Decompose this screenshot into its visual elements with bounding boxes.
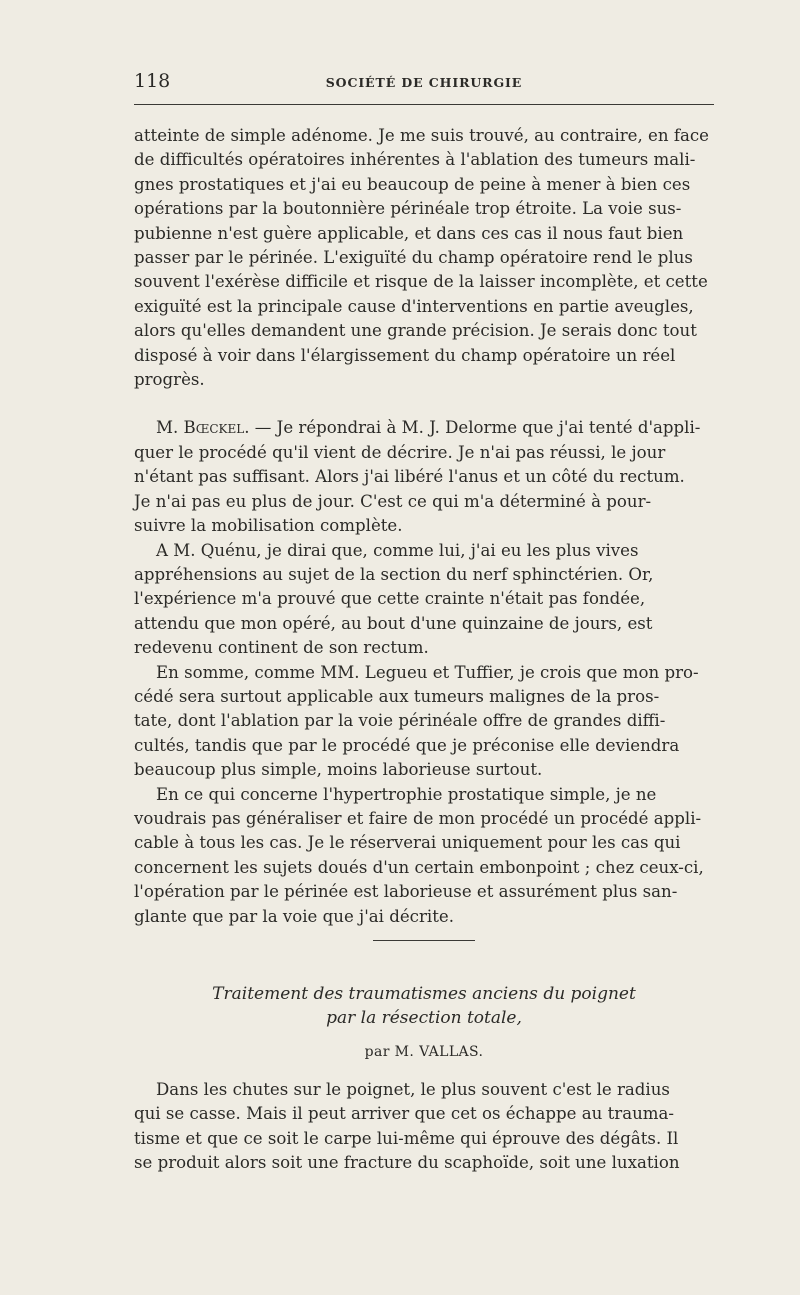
paragraph-legueu-tuffier [134,661,714,783]
section-separator [373,940,475,941]
text-line: redevenu continent de son rectum. [134,638,429,658]
article-paragraph [134,1078,714,1176]
text-line: concernent les sujets doués d'un certain embonpoint ; chez ceux-ci, [134,857,704,877]
text-line: cultés, tandis que par le procédé que je préconise elle deviendra [134,735,680,755]
text-line: Je n'ai pas eu plus de jour. C'est ce qui m'a déterminé à pour- [134,491,652,511]
paragraph-boeckel-reply [134,416,714,538]
speaker-name: M. Bœckel. [156,418,250,438]
text-line: se produit alors soit une fracture du scaphoïde, soit une luxation [134,1153,680,1173]
article-title-line: Traitement des traumatismes anciens du poignet [212,984,636,1004]
article-author: par M. VALLAS. [364,1044,484,1060]
text-line: pubienne n'est guère applicable, et dans ces cas il nous faut bien [134,223,684,243]
article-body [134,1078,714,1176]
text-line: opérations par la boutonnière périnéale trop étroite. La voie sus- [134,199,682,219]
text-line: progrès. [134,370,205,390]
running-title: SOCIÉTÉ DE CHIRURGIE [325,75,523,90]
text-line: n'étant pas suffisant. Alors j'ai libéré l'anus et un côté du rectum. [134,467,685,487]
text-line: Dans les chutes sur le poignet, le plus souvent c'est le radius [156,1080,670,1099]
text-line: tisme et que ce soit le carpe lui-même qui éprouve des dégâts. Il [134,1128,679,1148]
text-line: En ce qui concerne l'hypertrophie prostatique simple, je ne [156,784,657,804]
text-line: beaucoup plus simple, moins laborieuse surtout. [134,760,543,780]
paragraph-gap [134,392,714,416]
text-line: gnes prostatiques et j'ai eu beaucoup de peine à mener à bien ces [134,174,691,194]
text-line: souvent l'exérèse difficile et risque de la laisser incomplète, et cette [134,272,708,292]
text-line: A M. Quénu, je dirai que, comme lui, j'ai eu les plus vives [156,540,639,560]
speaker-text: — Je répondrai à M. J. Delorme que j'ai tenté d'appli- [249,418,701,438]
text-line: atteinte de simple adénome. Je me suis trouvé, au contraire, en face [134,126,709,145]
text-line: qui se casse. Mais il peut arriver que cet os échappe au trauma- [134,1104,675,1124]
header-rule [134,104,714,105]
body-text [134,124,714,929]
paragraph-quenu [134,539,714,661]
text-line: l'expérience m'a prouvé que cette crainte n'était pas fondée, [134,589,646,609]
text-line: quer le procédé qu'il vient de décrire. Je n'ai pas réussi, le jour [134,442,666,462]
text-line: disposé à voir dans l'élargissement du champ opératoire un réel [134,345,676,365]
text-line: En somme, comme MM. Legueu et Tuffier, je crois que mon pro- [156,662,699,682]
text-line: appréhensions au sujet de la section du nerf sphinctérien. Or, [134,564,654,584]
text-line: glante que par la voie que j'ai décrite. [134,906,454,926]
text-line: exiguïté est la principale cause d'interventions en partie aveugles, [134,296,694,316]
page-header [134,70,714,100]
text-line: suivre la mobilisation complète. [134,516,403,536]
article-title-line: par la résection totale, [326,1008,522,1028]
text-line [134,416,714,440]
text-line: tate, dont l'ablation par la voie périnéale offre de grandes diffi- [134,711,666,731]
text-line: cédé sera surtout applicable aux tumeurs malignes de la pros- [134,686,660,706]
paragraph-discussion-1 [134,124,714,392]
text-line: alors qu'elles demandent une grande précision. Je serais donc tout [134,321,697,341]
text-line: de difficultés opératoires inhérentes à l'ablation des tumeurs mali- [134,150,696,170]
text-line: l'opération par le périnée est laborieuse et assurément plus san- [134,882,678,902]
text-line: cable à tous les cas. Je le réserverai uniquement pour les cas qui [134,833,681,853]
text-line: voudrais pas généraliser et faire de mon procédé un procédé appli- [134,808,702,828]
paragraph-hypertrophie [134,783,714,929]
text-line: attendu que mon opéré, au bout d'une quinzaine de jours, est [134,613,653,633]
text-line: passer par le périnée. L'exiguïté du champ opératoire rend le plus [134,248,693,268]
page-number: 118 [134,70,171,92]
article-title [134,982,714,1030]
